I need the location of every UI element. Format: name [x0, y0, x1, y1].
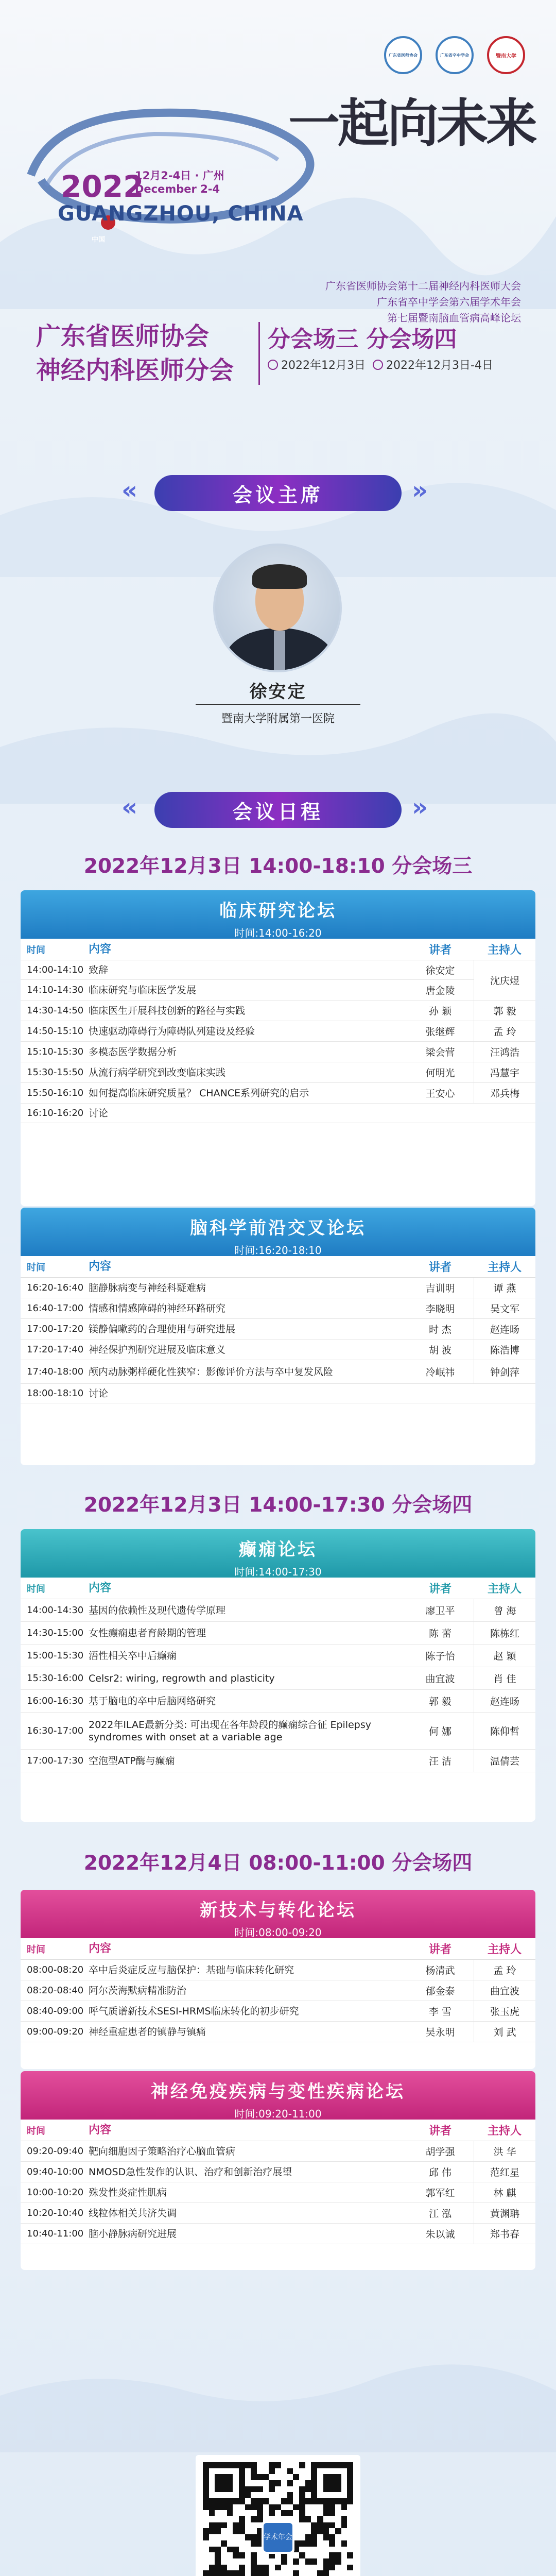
forum-table	[21, 890, 535, 1206]
row-topic: 殊发性炎症性肌病	[89, 2187, 167, 2198]
row-topic: 讨论	[89, 1387, 109, 1399]
row-host: 冯慧宇	[474, 1062, 535, 1082]
chevron-left-icon: «	[121, 476, 138, 505]
row-host: 陈栋红	[474, 1622, 535, 1644]
row-speaker: 郭军红	[425, 2188, 455, 2199]
schedule-row	[21, 1960, 535, 1980]
col-speaker: 讲者	[428, 944, 451, 957]
forum-table	[21, 1208, 535, 1465]
schedule-row	[21, 1667, 535, 1690]
row-topic: 阿尔茨海默病精准防治	[89, 1985, 187, 1996]
row-topic: 神经保护剂研究进展及临床意义	[89, 1344, 226, 1355]
logo-text: 广东省医师协会	[389, 53, 418, 58]
row-time: 10:40-11:00	[27, 2228, 84, 2239]
row-host: 郑书春	[474, 2224, 535, 2244]
row-time: 16:20-16:40	[27, 1282, 84, 1293]
schedule-row	[21, 1104, 535, 1123]
chair-divider	[196, 704, 360, 705]
row-speaker: 王安心	[425, 1088, 455, 1099]
row-topic: 浯性相关卒中后癫痫	[89, 1650, 177, 1662]
dates-en: December 2-4	[135, 183, 220, 195]
association-logo	[384, 36, 422, 74]
schedule-row	[21, 2022, 535, 2042]
forum-title: 新技术与转化论坛	[200, 1900, 356, 1921]
event-year: 2022	[61, 169, 144, 204]
row-topic: 致辞	[89, 964, 109, 976]
col-speaker: 讲者	[428, 1943, 451, 1956]
forum-table	[21, 2071, 535, 2270]
row-time: 09:00-09:20	[27, 2026, 84, 2037]
row-host: 邓兵梅	[474, 1083, 535, 1103]
session-heading: 2022年12月4日 08:00-11:00 分会场四	[83, 1852, 473, 1875]
avatar-hair	[252, 564, 307, 589]
schedule-row	[21, 2224, 535, 2244]
row-speaker: 陈子怡	[425, 1651, 455, 1662]
schedule-row	[21, 2001, 535, 2022]
qr-pattern	[203, 2462, 353, 2576]
forum-rows	[21, 960, 535, 1123]
forum-title: 临床研究论坛	[219, 901, 337, 921]
col-host: 主持人	[487, 944, 522, 957]
row-topic: 多模态医学数据分析	[89, 1046, 177, 1058]
row-topic: 讨论	[89, 1107, 109, 1119]
row-topic: 呼气质谱新技术SESI-HRMS临床转化的初步研究	[89, 2005, 299, 2017]
row-speaker: 胡 波	[428, 1345, 452, 1356]
row-time: 14:30-14:50	[27, 1005, 84, 1016]
seal-stamp-text: 中国	[92, 236, 106, 244]
col-time: 时间	[27, 2125, 45, 2137]
row-speaker: 杨清武	[425, 1965, 455, 1976]
row-speaker: 徐安定	[425, 965, 455, 976]
forum-rows	[21, 1278, 535, 1403]
forum-title: 癫痫论坛	[239, 1539, 317, 1560]
row-time: 10:20-10:40	[27, 2208, 84, 2218]
row-speaker: 张继辉	[425, 1026, 455, 1038]
venue-dates	[268, 357, 493, 372]
row-time: 15:50-16:10	[27, 1088, 84, 1098]
col-time: 时间	[27, 1262, 45, 1273]
schedule-row	[21, 2141, 535, 2162]
forum-title: 神经免疫疾病与变性疾病论坛	[151, 2081, 405, 2102]
forum-table	[21, 1529, 535, 1822]
row-topic: 情感和情感障碍的神经环路研究	[89, 1302, 226, 1314]
organizer-line-2: 神经内科医师分会	[36, 356, 234, 385]
row-topic: Celsr2: wiring, regrowth and plasticity	[89, 1672, 275, 1684]
row-host: 曲宜波	[474, 1980, 535, 2001]
row-speaker: 何 娜	[428, 1726, 452, 1737]
chair-name: 徐安定	[249, 682, 307, 702]
chevron-right-icon: »	[412, 476, 428, 505]
row-host: 肖 佳	[474, 1667, 535, 1689]
calligraphy-slogan: 一起向未来	[288, 93, 535, 154]
row-host: 洪 华	[474, 2141, 535, 2161]
row-topic: 临床医生开展科技创新的路径与实践	[89, 1005, 246, 1016]
schedule-row	[21, 1622, 535, 1645]
row-speaker: 郁金泰	[425, 1986, 455, 1997]
chevron-right-icon: »	[412, 793, 428, 822]
schedule-row	[21, 1690, 535, 1713]
col-host: 主持人	[487, 1261, 522, 1274]
forum-header	[21, 1890, 535, 1938]
row-topic: 卒中后炎症反应与脑保护：基础与临床转化研究	[89, 1964, 294, 1976]
col-time: 时间	[27, 1944, 45, 1955]
schedule-row	[21, 1001, 535, 1021]
row-time: 15:30-15:50	[27, 1067, 84, 1078]
schedule-row	[21, 1298, 535, 1319]
row-time: 16:40-17:00	[27, 1303, 84, 1314]
title-divider	[258, 322, 260, 385]
logo-text: 广东省卒中学会	[440, 53, 469, 58]
row-host: 温倩芸	[474, 1750, 535, 1772]
col-content: 内容	[89, 942, 112, 956]
forum-rows	[21, 1960, 535, 2042]
forum-header	[21, 1529, 535, 1578]
row-host: 汪鸿浩	[474, 1042, 535, 1062]
row-speaker: 吴永明	[425, 2027, 455, 2038]
row-host: 钟剑萍	[474, 1360, 535, 1383]
row-speaker: 陈 蕾	[428, 1628, 452, 1639]
chair-avatar	[213, 544, 342, 672]
row-speaker: 吉训明	[425, 1283, 455, 1294]
row-host: 张玉虎	[474, 2001, 535, 2021]
meeting-line: 广东省医师协会第十二届神经内科医师大会	[325, 280, 521, 292]
col-content: 内容	[89, 2123, 112, 2137]
row-host: 赵连旸	[474, 1690, 535, 1712]
schedule-row	[21, 1042, 535, 1062]
row-time: 15:00-15:30	[27, 1650, 84, 1661]
schedule-section-bar: 会议日程	[154, 792, 402, 828]
logo-text: 暨南大学	[496, 53, 516, 59]
row-speaker: 曲宜波	[425, 1673, 455, 1685]
schedule-row	[21, 1384, 535, 1403]
row-host: 郭 毅	[474, 1001, 535, 1021]
row-host: 孟 玲	[474, 1021, 535, 1041]
row-speaker: 时 杰	[428, 1324, 452, 1335]
schedule-row	[21, 1599, 535, 1622]
meeting-list	[325, 278, 521, 326]
row-host: 范红星	[474, 2162, 535, 2182]
organizer-title	[36, 319, 234, 387]
row-speaker: 汪 洁	[428, 1756, 452, 1767]
row-speaker: 梁会营	[425, 1047, 455, 1058]
row-time: 10:00-10:20	[27, 2187, 84, 2198]
session-heading: 2022年12月3日 14:00-18:10 分会场三	[83, 855, 473, 878]
forum-table	[21, 1890, 535, 2069]
row-time: 14:30-15:00	[27, 1628, 84, 1638]
row-topic: 2022年ILAE最新分类: 可出现在各年龄段的癫痫综合征 Epilepsy syndromes with onset at a variable age	[89, 1719, 371, 1743]
clock-icon	[373, 360, 383, 370]
row-topic: 从流行病学研究到改变临床实践	[89, 1066, 226, 1078]
row-time: 14:50-15:10	[27, 1026, 84, 1037]
row-time: 17:00-17:30	[27, 1755, 84, 1766]
row-time: 16:10-16:20	[27, 1108, 84, 1118]
column-header	[21, 939, 535, 960]
row-host: 沈庆煜	[474, 960, 535, 1000]
col-content: 内容	[89, 1581, 112, 1595]
col-time: 时间	[27, 1583, 45, 1595]
schedule-row	[21, 1980, 535, 2001]
row-host: 黄渊聃	[474, 2203, 535, 2223]
row-topic: 靶向细胞因子策略治疗心脑血管病	[89, 2145, 236, 2157]
column-header	[21, 1256, 535, 1278]
row-speaker: 李 雪	[428, 2006, 452, 2018]
livestream-qr-code[interactable]	[196, 2455, 360, 2576]
schedule-row	[21, 980, 535, 1001]
schedule-row	[21, 1340, 535, 1360]
row-time: 18:00-18:10	[27, 1388, 84, 1399]
row-time: 08:00-08:20	[27, 1964, 84, 1975]
row-topic: 临床研究与临床医学发展	[89, 984, 197, 996]
row-time: 17:00-17:20	[27, 1324, 84, 1334]
row-host: 谭 燕	[474, 1278, 535, 1298]
row-speaker: 江 泓	[428, 2208, 452, 2219]
qr-center-badge	[262, 2521, 294, 2554]
col-host: 主持人	[487, 1583, 522, 1596]
chevron-left-icon: «	[121, 793, 138, 822]
row-time: 16:00-16:30	[27, 1696, 84, 1706]
row-topic: 空泡型ATP酶与癫痫	[89, 1755, 175, 1767]
row-speaker: 孙 颖	[428, 1006, 452, 1017]
meeting-line: 广东省卒中学会第六届学术年会	[377, 296, 521, 308]
row-time: 15:10-15:30	[27, 1046, 84, 1057]
row-speaker: 朱以诚	[425, 2229, 455, 2240]
university-logo	[487, 36, 525, 74]
row-topic: 脑小静脉病研究进展	[89, 2228, 177, 2240]
row-host: 林 麒	[474, 2182, 535, 2202]
schedule-row	[21, 1360, 535, 1384]
row-topic: 神经重症患者的镇静与镇痛	[89, 2026, 206, 2038]
row-topic: 基因的依赖性及现代遗传学原理	[89, 1604, 226, 1616]
row-host: 陈仰哲	[474, 1713, 535, 1749]
row-time: 17:20-17:40	[27, 1344, 84, 1355]
row-time: 09:40-10:00	[27, 2166, 84, 2177]
chair-org: 暨南大学附属第一医院	[221, 713, 335, 725]
row-time: 14:00-14:10	[27, 964, 84, 975]
col-host: 主持人	[487, 2125, 522, 2138]
row-topic: 颅内动脉粥样硬化性狭窄：影像评价方法与卒中复发风险	[89, 1366, 334, 1378]
schedule-row	[21, 1319, 535, 1340]
dates-cn: 12月2-4日 · 广州	[135, 170, 224, 182]
schedule-row	[21, 2182, 535, 2203]
forum-time: 时间:14:00-17:30	[234, 1566, 322, 1578]
forum-rows	[21, 1599, 535, 1772]
clock-icon	[268, 360, 278, 370]
schedule-row	[21, 2162, 535, 2182]
row-time: 15:30-16:00	[27, 1673, 84, 1684]
row-speaker: 郭 毅	[428, 1696, 452, 1707]
forum-header	[21, 1208, 535, 1256]
forum-time: 时间:08:00-09:20	[234, 1926, 322, 1939]
row-speaker: 廖卫平	[425, 1605, 455, 1617]
meeting-line: 第七届暨南脑血管病高峰论坛	[387, 312, 521, 324]
forum-time: 时间:09:20-11:00	[234, 2108, 322, 2120]
forum-header	[21, 890, 535, 939]
column-header	[21, 1938, 535, 1960]
venue-date-1: 2022年12月3日	[281, 359, 366, 372]
row-host: 孟 玲	[474, 1960, 535, 1980]
row-host: 陈浩博	[474, 1340, 535, 1360]
qr-center-text: 学术年会	[264, 2523, 292, 2552]
col-speaker: 讲者	[428, 2125, 451, 2138]
stroke-society-logo	[436, 36, 474, 74]
row-host: 赵连旸	[474, 1319, 535, 1339]
forum-time: 时间:14:00-16:20	[234, 927, 322, 939]
schedule-row	[21, 1021, 535, 1042]
forum-rows	[21, 2141, 535, 2244]
row-time: 14:10-14:30	[27, 985, 84, 995]
forum-header	[21, 2071, 535, 2120]
col-host: 主持人	[487, 1943, 522, 1956]
forum-title: 脑科学前沿交叉论坛	[190, 1218, 366, 1239]
col-content: 内容	[89, 1942, 112, 1955]
row-time: 14:00-14:30	[27, 1605, 84, 1616]
schedule-row	[21, 1083, 535, 1104]
row-host: 曾 海	[474, 1599, 535, 1621]
col-content: 内容	[89, 1260, 112, 1273]
row-time: 17:40-18:00	[27, 1366, 84, 1377]
row-time: 09:20-09:40	[27, 2146, 84, 2157]
row-time: 16:30-17:00	[27, 1725, 84, 1736]
row-topic: 线粒体相关共济失调	[89, 2207, 177, 2219]
column-header	[21, 2120, 535, 2141]
chair-section-bar: 会议主席	[154, 475, 402, 511]
row-host: 赵 颖	[474, 1645, 535, 1667]
col-speaker: 讲者	[428, 1583, 451, 1596]
column-header	[21, 1578, 535, 1599]
row-topic: 女性癫痫患者育龄期的管理	[89, 1627, 206, 1639]
schedule-row	[21, 1750, 535, 1772]
forum-time: 时间:16:20-18:10	[234, 1244, 322, 1257]
event-dates	[135, 169, 224, 196]
row-speaker: 李晓明	[425, 1303, 455, 1315]
organizer-line-1: 广东省医师协会	[36, 322, 210, 351]
session-heading: 2022年12月3日 14:00-17:30 分会场四	[83, 1494, 473, 1517]
schedule-row	[21, 1062, 535, 1083]
row-topic: 快速驱动障碍行为障碍队列建设及经验	[89, 1025, 255, 1037]
row-topic: 脑静脉病变与神经科疑难病	[89, 1282, 206, 1294]
schedule-row	[21, 1278, 535, 1298]
row-topic: 如何提高临床研究质量？ CHANCE系列研究的启示	[89, 1087, 309, 1099]
venue-title: 分会场三 分会场四	[268, 326, 457, 352]
row-time: 08:20-08:40	[27, 1985, 84, 1996]
row-speaker: 何明光	[425, 1067, 455, 1079]
row-host: 吴文军	[474, 1298, 535, 1318]
event-city: GUANGZHOU, CHINA	[58, 202, 304, 226]
venue-date-2: 2022年12月3日-4日	[386, 359, 493, 372]
col-speaker: 讲者	[428, 1261, 451, 1274]
row-time: 08:40-09:00	[27, 2006, 84, 2016]
schedule-row	[21, 1713, 535, 1750]
row-speaker: 胡学强	[425, 2146, 455, 2158]
row-speaker: 唐金陵	[425, 985, 455, 996]
row-topic: 基于脑电的卒中后脑网络研究	[89, 1695, 216, 1707]
avatar-tie	[274, 631, 285, 672]
row-topic: 镁静偏嗽药的合理使用与研究进展	[89, 1323, 236, 1335]
col-time: 时间	[27, 944, 45, 956]
row-speaker: 邱 伟	[428, 2167, 452, 2178]
schedule-row	[21, 960, 535, 980]
logo-group	[384, 36, 525, 74]
schedule-row	[21, 2203, 535, 2224]
schedule-row	[21, 1645, 535, 1667]
row-host: 刘 武	[474, 2022, 535, 2042]
row-speaker: 冷岷祎	[425, 1367, 455, 1378]
row-topic: NMOSD急性发作的认识、治疗和创新治疗展望	[89, 2166, 292, 2178]
